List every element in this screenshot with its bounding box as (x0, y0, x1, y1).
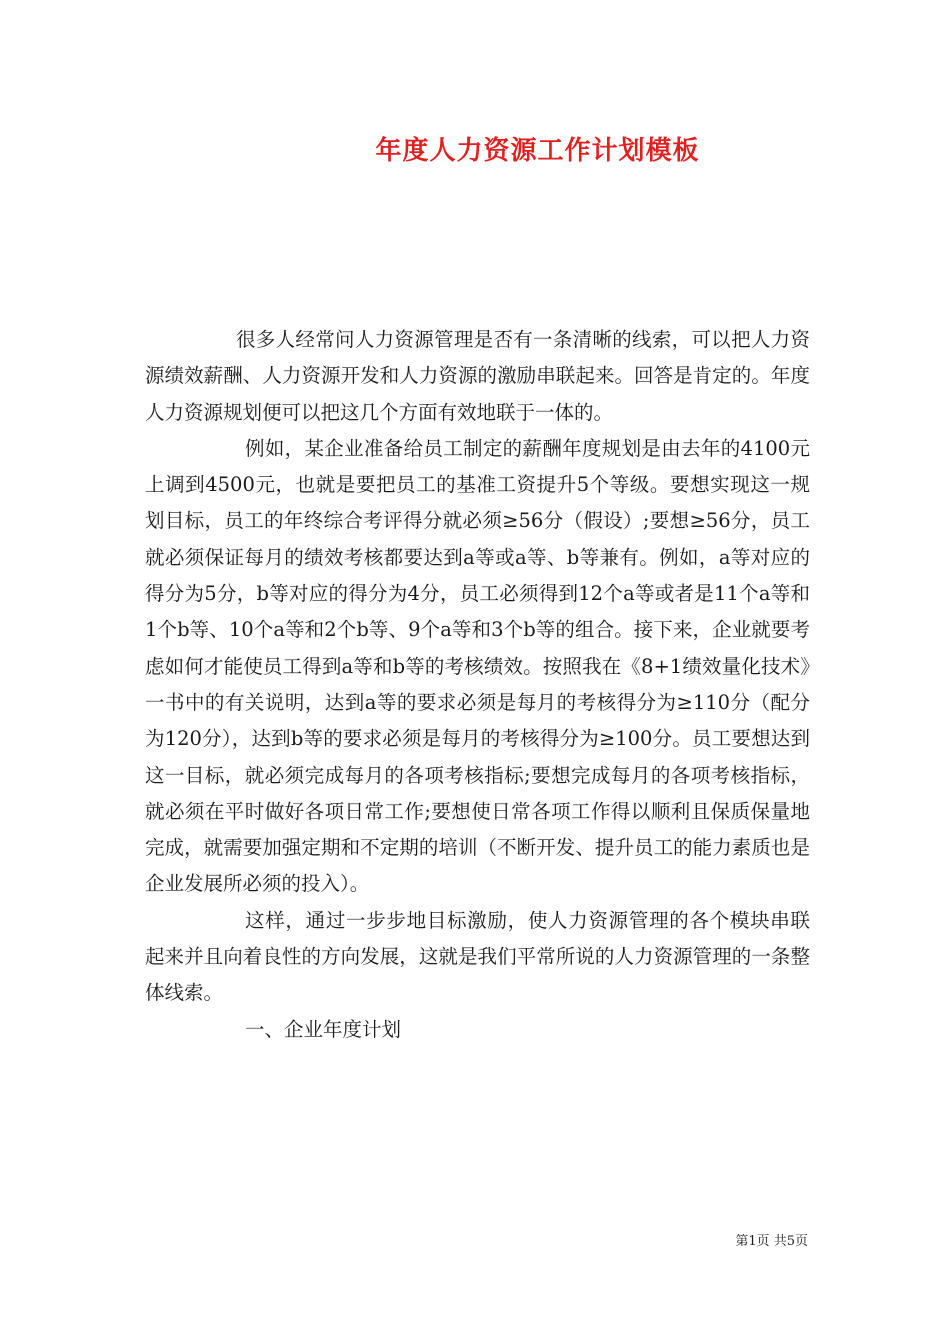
document-title: 年度人力资源工作计划模板 (375, 136, 700, 166)
paragraph-intro: 很多人经常问人力资源管理是否有一条清晰的线索，可以把人力资源绩效薪酬、人力资源开发和人力资源的激励串联起来。回答是肯定的。年度人力资源规划便可以把这几个方面有效地联于一体的。 (145, 328, 810, 424)
section-heading: 一、企业年度计划 (245, 1017, 402, 1041)
document-body (145, 322, 810, 1048)
paragraph-summary: 这样，通过一步步地目标激励，使人力资源管理的各个模块串联起来并且向着良性的方向发展，这就是我们平常所说的人力资源管理的一条整体线索。 (145, 908, 810, 1005)
paragraph-example: 例如，某企业准备给员工制定的薪酬年度规划是由去年的4100元上调到4500元，也就是要把员工的基准工资提升5个等级。要想实现这一规划目标，员工的年终综合考评得分就必须≥56分（假设）;要想≥56分，员工就必须保证每月的绩效考核都要达到a等或a等、b等兼有。例如，a等对应的得分为5分，b等对应的得分为4分，员工必须得到12个a等或者是11个a等和1个b等、10个a等和2个b等、9个a等和3个b等的组合。接下来，企业就要考虑如何才能使员工得到a等和b等的考核绩效。按照我在《8+1绩效量化技术》一书中的有关说明，达到a等的要求必须是每月的考核得分为≥110分（配分为120分），达到b等的要求必须是每月的考核得分为≥100分。员工要想达到这一目标，就必须完成每月的各项考核指标;要想完成每月的各项考核指标，就必须在平时做好各项日常工作;要想使日常各项工作得以顺利且保质保量地完成，就需要加强定期和不定期的培训（不断开发、提升员工的能力素质也是企业发展所必须的投入）。 (145, 436, 810, 896)
page-number-footer: 第1页 共5页 (735, 1234, 808, 1249)
